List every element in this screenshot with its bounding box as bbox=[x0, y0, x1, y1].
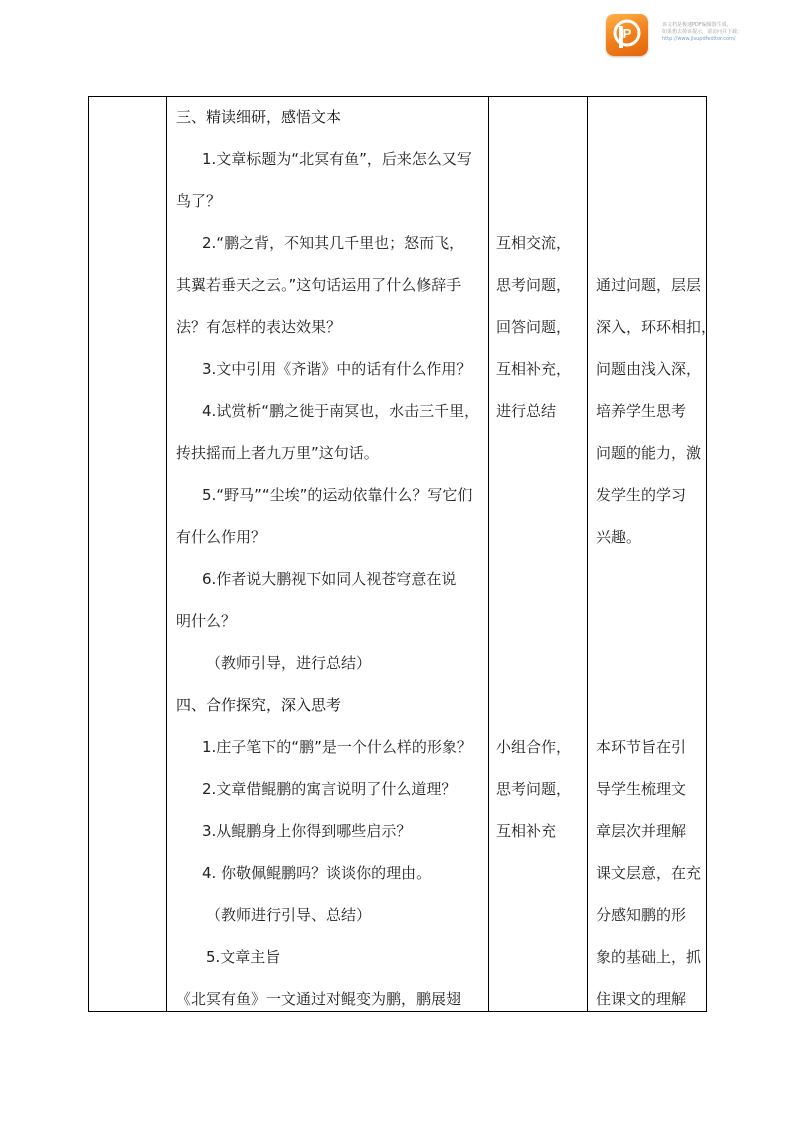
intent-line: 培养学生思考 bbox=[596, 402, 687, 420]
table-left-border bbox=[88, 96, 89, 1012]
content-line: 3.从鲲鹏身上你得到哪些启示？ bbox=[202, 822, 412, 840]
content-line: 鸟了？ bbox=[176, 192, 222, 210]
col-divider-3 bbox=[587, 96, 588, 1012]
content-line: 2.文章借鲲鹏的寓言说明了什么道理？ bbox=[202, 780, 457, 798]
content-line: 明什么？ bbox=[176, 612, 237, 630]
activity-line: 思考问题， bbox=[496, 276, 572, 294]
content-line: 4.试赏析“鹏之徙于南冥也，水击三千里， bbox=[202, 402, 480, 420]
content-line: （教师引导，进行总结） bbox=[206, 654, 372, 672]
table-right-border bbox=[706, 96, 707, 1012]
content-line: 抟扶摇而上者九万里”这句话。 bbox=[176, 444, 379, 462]
watermark bbox=[606, 14, 766, 60]
content-line: 2.“鹏之背，不知其几千里也；怒而飞， bbox=[202, 234, 465, 252]
intent-line: 章层次并理解 bbox=[596, 822, 687, 840]
content-line: 其翼若垂天之云。”这句话运用了什么修辞手 bbox=[176, 276, 462, 294]
intent-line: 发学生的学习 bbox=[596, 486, 687, 504]
watermark-line: 该文档是极速PDF编辑器生成， bbox=[662, 22, 732, 28]
watermark-url: http://www.jisupdfeditor.com/ bbox=[662, 36, 736, 42]
intent-line: 问题由浅入深， bbox=[596, 360, 702, 378]
content-line: 4. 你敬佩鲲鹏吗？谈谈你的理由。 bbox=[202, 864, 432, 882]
activity-line: 互相补充 bbox=[496, 822, 557, 840]
intent-line: 问题的能力，激 bbox=[596, 444, 702, 462]
content-line: 5.“野马”“尘埃”的运动依靠什么？写它们 bbox=[202, 486, 473, 504]
watermark-line: 如果想去掉该提示，请访问并下载： bbox=[662, 29, 743, 35]
activity-line: 回答问题， bbox=[496, 318, 572, 336]
activity-line: 互相交流， bbox=[496, 234, 572, 252]
intent-line: 兴趣。 bbox=[596, 528, 642, 546]
content-line: 1.文章标题为“北冥有鱼”，后来怎么又写 bbox=[202, 150, 472, 168]
pdf-logo-icon bbox=[606, 14, 648, 56]
content-line: 《北冥有鱼》一文通过对鲲变为鹏，鹏展翅 bbox=[176, 990, 462, 1008]
content-line: 3.文中引用《齐谐》中的话有什么作用？ bbox=[202, 360, 472, 378]
content-line: 6.作者说大鹏视下如同人视苍穹意在说 bbox=[202, 570, 457, 588]
activity-line: 小组合作， bbox=[496, 738, 572, 756]
intent-line: 导学生梳理文 bbox=[596, 780, 687, 798]
content-line: 法？有怎样的表达效果？ bbox=[176, 318, 342, 336]
col-divider-1 bbox=[166, 96, 167, 1012]
intent-line: 象的基础上，抓 bbox=[596, 948, 702, 966]
watermark-text bbox=[662, 22, 782, 43]
intent-line: 分感知鹏的形 bbox=[596, 906, 687, 924]
col-divider-2 bbox=[488, 96, 489, 1012]
activity-line: 思考问题， bbox=[496, 780, 572, 798]
intent-line: 通过问题，层层 bbox=[596, 276, 702, 294]
svg-text:P: P bbox=[622, 26, 632, 41]
content-line: 有什么作用？ bbox=[176, 528, 267, 546]
intent-line: 深入，环环相扣， bbox=[596, 318, 717, 336]
section-heading: 三、精读细研，感悟文本 bbox=[176, 108, 342, 126]
intent-line: 住课文的理解 bbox=[596, 990, 687, 1008]
section-heading: 四、合作探究，深入思考 bbox=[176, 696, 342, 714]
intent-line: 本环节旨在引 bbox=[596, 738, 687, 756]
content-line: （教师进行引导、总结） bbox=[206, 906, 372, 924]
intent-line: 课文层意，在充 bbox=[596, 864, 702, 882]
activity-line: 进行总结 bbox=[496, 402, 557, 420]
activity-line: 互相补充， bbox=[496, 360, 572, 378]
content-line: 1.庄子笔下的“鹏”是一个什么样的形象？ bbox=[202, 738, 472, 756]
content-line: 5.文章主旨 bbox=[206, 948, 281, 966]
